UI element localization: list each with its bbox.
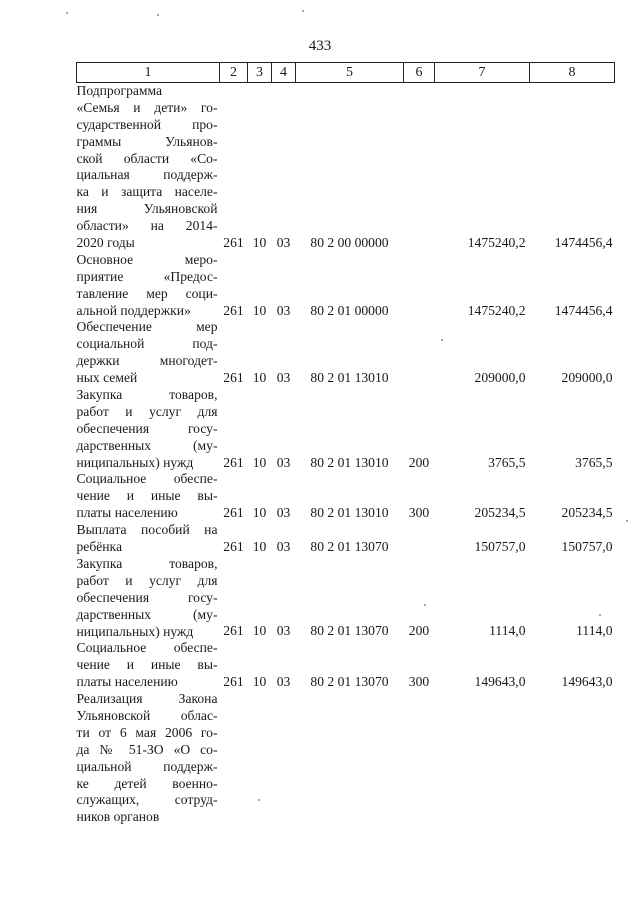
row-name-line: области» на 2014- xyxy=(76,218,218,234)
table-row xyxy=(77,640,615,691)
budget-table xyxy=(76,62,615,826)
row-name-line: держки многодет- xyxy=(76,353,218,369)
cell-ministry-code: 261 xyxy=(223,505,244,521)
row-name-line: обеспечения госу- xyxy=(76,420,218,436)
row-name-line: 2020 годы xyxy=(76,235,135,251)
row-name-line: Ульяновской облас- xyxy=(76,707,218,723)
row-name-line: сударственной про- xyxy=(76,116,218,132)
cell-ministry-code: 261 xyxy=(223,539,244,555)
cell-target-article: 80 2 01 13070 xyxy=(310,623,389,639)
row-name xyxy=(77,471,220,522)
cell-target-article: 80 2 01 13070 xyxy=(310,539,389,555)
header-col-8: 8 xyxy=(530,63,615,83)
row-name-line: Закупка товаров, xyxy=(76,387,218,403)
row-name-line: чение и иные вы- xyxy=(76,488,218,504)
row-name-line: тавление мер соци- xyxy=(76,285,218,301)
row-name xyxy=(77,691,220,826)
cell-section: 10 xyxy=(252,454,267,470)
row-name-line: ников органов xyxy=(76,809,160,825)
cell-expense-type xyxy=(404,83,435,252)
cell-target-article: 80 2 01 13070 xyxy=(310,674,389,690)
cell-amount-2019: 3765,5 xyxy=(575,454,613,470)
header-col-4: 4 xyxy=(272,63,296,83)
cell-subsection: 03 xyxy=(276,302,291,318)
cell-expense-type xyxy=(404,522,435,556)
cell-amount-2018: 149643,0 xyxy=(474,674,526,690)
row-name-line: ребёнка xyxy=(76,539,122,555)
cell-target-article: 80 2 01 13010 xyxy=(310,370,389,386)
scan-speck xyxy=(599,614,601,616)
header-row xyxy=(77,63,615,83)
cell-ministry-code: 261 xyxy=(223,302,244,318)
cell-section: 10 xyxy=(252,302,267,318)
row-name-line: дарственных (му- xyxy=(76,437,218,453)
cell-amount-2018: 209000,0 xyxy=(474,370,526,386)
cell-subsection: 03 xyxy=(276,539,291,555)
row-name-line: чение и иные вы- xyxy=(76,657,218,673)
cell-target-article: 80 2 00 00000 xyxy=(310,235,389,250)
row-name-line: ных семей xyxy=(76,370,138,386)
cell-expense-type xyxy=(404,691,435,826)
row-name-line: да № 51-ЗО «О со- xyxy=(76,741,218,757)
header-col-7: 7 xyxy=(435,63,530,83)
page-number: 433 xyxy=(308,38,332,54)
scan-speck xyxy=(626,520,628,522)
cell-expense-type: 300 xyxy=(408,505,430,521)
cell-amount-2019: 1474456,4 xyxy=(554,302,613,318)
row-name-line: ния Ульяновской xyxy=(76,201,218,217)
header-col-3: 3 xyxy=(248,63,272,83)
cell-amount-2018: 205234,5 xyxy=(474,505,526,521)
table-body xyxy=(77,83,615,827)
cell-target-article: 80 2 01 00000 xyxy=(310,302,389,318)
row-name-line: дарственных (му- xyxy=(76,606,218,622)
row-name-line: ниципальных) нужд xyxy=(76,623,194,639)
cell-ministry-code: 261 xyxy=(223,674,244,690)
header-col-1: 1 xyxy=(77,63,220,83)
cell-subsection xyxy=(272,691,296,826)
cell-amount-2019: 205234,5 xyxy=(561,505,613,521)
cell-subsection: 03 xyxy=(276,674,291,690)
row-name-line: ка и защита населе- xyxy=(76,184,218,200)
row-name-line: Выплата пособий на xyxy=(76,522,218,538)
scan-speck xyxy=(441,339,443,341)
cell-target-article: 80 2 01 13010 xyxy=(310,505,389,521)
row-name-line: циальная поддерж- xyxy=(76,167,218,183)
cell-ministry-code: 261 xyxy=(223,370,244,386)
cell-amount-2019: 209000,0 xyxy=(561,370,613,386)
cell-amount-2018: 150757,0 xyxy=(474,539,526,555)
cell-expense-type: 300 xyxy=(408,674,430,690)
table-row xyxy=(77,83,615,252)
cell-ministry-code: 261 xyxy=(223,235,244,250)
cell-ministry-code xyxy=(220,691,248,826)
row-name-line: Реализация Закона xyxy=(76,691,218,707)
cell-section: 10 xyxy=(252,674,267,690)
cell-expense-type: 200 xyxy=(408,454,430,470)
cell-amount-2018: 3765,5 xyxy=(488,454,526,470)
row-name-line: Основное меро- xyxy=(76,251,218,267)
row-name-line: Социальное обеспе- xyxy=(76,471,218,487)
cell-amount-2018: 1475240,2 xyxy=(467,302,526,318)
table-row xyxy=(77,471,615,522)
row-name-line: Закупка товаров, xyxy=(76,555,218,571)
header-col-6: 6 xyxy=(404,63,435,83)
cell-subsection: 03 xyxy=(276,235,291,250)
table-row xyxy=(77,691,615,826)
scan-speck xyxy=(157,14,159,16)
row-name-line: ке детей военно- xyxy=(76,775,218,791)
row-name-line: граммы Ульянов- xyxy=(76,133,218,149)
row-name-line: альной поддержки» xyxy=(76,302,191,318)
row-name-line: платы населению xyxy=(76,674,178,690)
scan-speck xyxy=(66,12,68,14)
cell-amount-2019: 1114,0 xyxy=(576,623,613,639)
row-name-line: ской области «Со- xyxy=(76,150,218,166)
cell-amount-2019: 1474456,4 xyxy=(554,235,613,250)
cell-section: 10 xyxy=(252,505,267,521)
cell-subsection: 03 xyxy=(276,454,291,470)
cell-target-article xyxy=(296,691,404,826)
cell-subsection: 03 xyxy=(276,370,291,386)
row-name-line: служащих, сотруд- xyxy=(76,792,218,808)
row-name-line: работ и услуг для xyxy=(76,572,218,588)
cell-expense-type: 200 xyxy=(408,623,430,639)
table-row xyxy=(77,252,615,320)
table-header xyxy=(77,63,615,83)
row-name xyxy=(77,522,220,556)
cell-amount-2019 xyxy=(530,691,615,826)
cell-subsection: 03 xyxy=(276,505,291,521)
row-name-line: ти от 6 мая 2006 го- xyxy=(76,724,218,740)
row-name-line: Социальное обеспе- xyxy=(76,640,218,656)
scan-speck xyxy=(302,10,304,12)
row-name xyxy=(77,556,220,640)
table-row xyxy=(77,387,615,471)
row-name-line: приятие «Предос- xyxy=(76,268,218,284)
row-name-line: ниципальных) нужд xyxy=(76,454,194,470)
row-name-line: социальной под- xyxy=(76,336,218,352)
cell-section xyxy=(248,691,272,826)
scan-speck xyxy=(258,799,260,801)
row-name-line: Обеспечение мер xyxy=(76,319,218,335)
cell-section: 10 xyxy=(252,623,267,639)
row-name xyxy=(77,319,220,387)
cell-amount-2018 xyxy=(435,691,530,826)
cell-amount-2019: 150757,0 xyxy=(561,539,613,555)
cell-amount-2019: 149643,0 xyxy=(561,674,613,690)
row-name-line: Подпрограмма xyxy=(76,83,163,98)
header-col-5: 5 xyxy=(296,63,404,83)
header-col-2: 2 xyxy=(220,63,248,83)
cell-section: 10 xyxy=(252,370,267,386)
cell-ministry-code: 261 xyxy=(223,623,244,639)
row-name-line: циальной поддерж- xyxy=(76,758,218,774)
table-row xyxy=(77,319,615,387)
cell-subsection: 03 xyxy=(276,623,291,639)
cell-amount-2018: 1475240,2 xyxy=(467,235,526,250)
row-name-line: платы населению xyxy=(76,505,178,521)
row-name-line: обеспечения госу- xyxy=(76,589,218,605)
cell-section: 10 xyxy=(252,539,267,555)
row-name-line: «Семья и дети» го- xyxy=(76,99,218,115)
scan-speck xyxy=(424,604,426,606)
row-name xyxy=(77,83,220,252)
row-name xyxy=(77,387,220,471)
cell-ministry-code: 261 xyxy=(223,454,244,470)
cell-target-article: 80 2 01 13010 xyxy=(310,454,389,470)
row-name-line: работ и услуг для xyxy=(76,403,218,419)
cell-expense-type xyxy=(404,252,435,320)
table-row xyxy=(77,556,615,640)
cell-expense-type xyxy=(404,319,435,387)
cell-amount-2018: 1114,0 xyxy=(489,623,526,639)
row-name xyxy=(77,640,220,691)
table-row xyxy=(77,522,615,556)
row-name xyxy=(77,252,220,320)
cell-section: 10 xyxy=(252,235,267,250)
